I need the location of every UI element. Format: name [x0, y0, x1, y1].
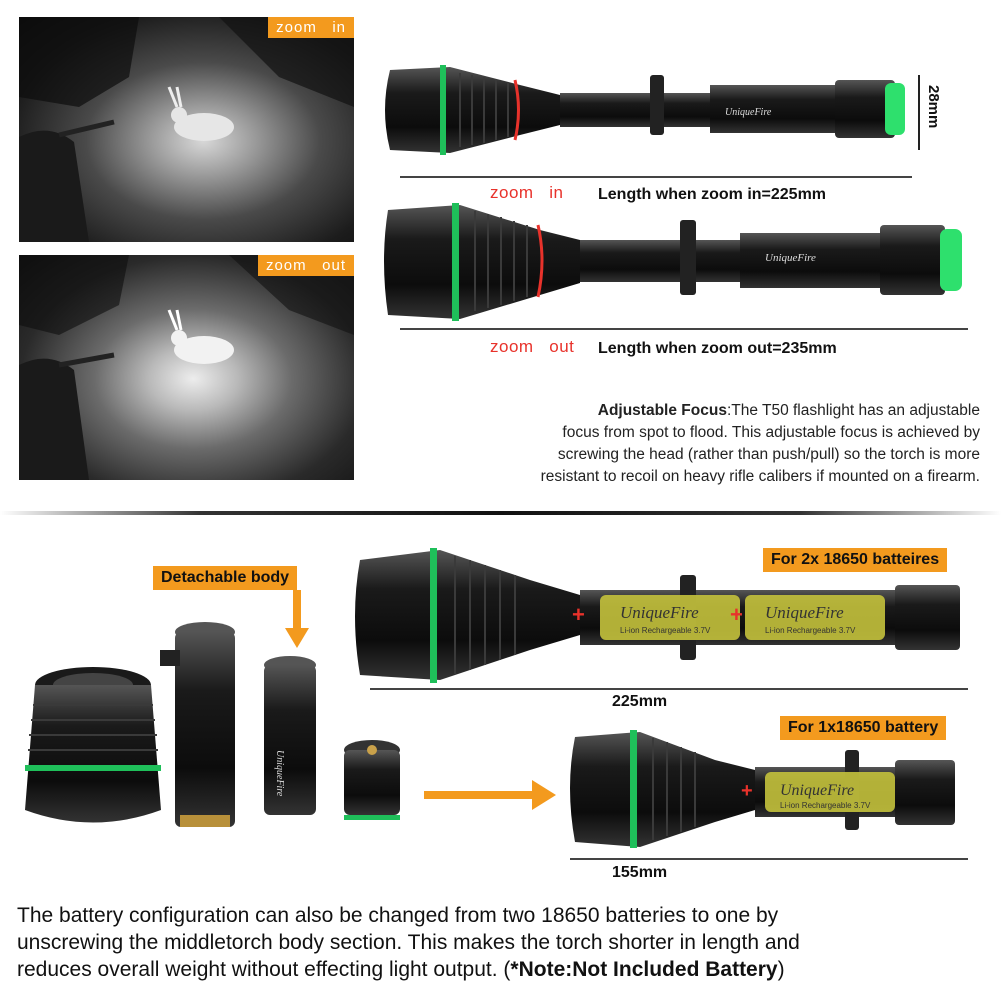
- plus-mark-2: +: [730, 602, 743, 627]
- one-battery-underline: [570, 858, 968, 860]
- one-battery-label: For 1x18650 battery: [780, 716, 946, 740]
- brand-logo-2: UniqueFire: [765, 252, 816, 264]
- diameter-bracket: [918, 75, 920, 150]
- section-divider: [0, 511, 1001, 515]
- focus-line1: :The T50 flashlight has an adjustable: [726, 402, 980, 419]
- brand-logo-1: UniqueFire: [725, 107, 772, 118]
- focus-line2: focus from spot to flood. This adjustable focus is achieved by: [562, 424, 980, 441]
- one-battery-length: 155mm: [612, 864, 668, 881]
- brand-logo-3: UniqueFire: [274, 750, 285, 797]
- plus-mark-3: +: [741, 780, 753, 802]
- flashlight-one-battery: [565, 722, 965, 857]
- config-arrow: [424, 780, 556, 810]
- battery-config-description: [17, 902, 992, 983]
- diameter-label: 28mm: [925, 85, 942, 129]
- battery-sub-1: Li-ion Rechargeable 3.7V: [620, 626, 711, 635]
- detachable-body-label: Detachable body: [153, 566, 297, 590]
- bottom-line3: reduces overall weight without effecting light output. (: [17, 958, 511, 981]
- two-battery-underline: [370, 688, 968, 690]
- two-battery-label: For 2x 18650 batteires: [763, 548, 947, 572]
- bottom-line2: unscrewing the middletorch body section. This makes the torch shorter in length and: [17, 931, 800, 954]
- zoom-out-length: Length when zoom out=235mm: [598, 340, 837, 357]
- flashlight-two-battery: [350, 540, 970, 690]
- bottom-line3-end: ): [777, 958, 785, 981]
- zoom-in-scene: [19, 17, 354, 242]
- zoom-in-length: Length when zoom in=225mm: [598, 186, 827, 203]
- battery-brand-2: UniqueFire: [765, 603, 844, 622]
- two-battery-length: 225mm: [612, 693, 668, 710]
- battery-note: *Note:Not Included Battery: [510, 958, 778, 981]
- zoom-out-tag: zoom out: [258, 255, 354, 276]
- battery-brand-1: UniqueFire: [620, 603, 699, 622]
- zoom-in-tag: zoom in: [268, 17, 354, 38]
- flashlight-zoom-out: [380, 195, 970, 325]
- focus-description: [420, 400, 980, 488]
- zoom-out-red-label: zoom out: [490, 337, 575, 356]
- zoom-out-underline: [400, 328, 968, 330]
- flashlight-zoom-in: [380, 55, 920, 165]
- zoom-in-underline: [400, 176, 912, 178]
- zoom-in-red-label: zoom in: [490, 183, 564, 202]
- focus-line3: screwing the head (rather than push/pull) so the torch is more: [557, 446, 980, 463]
- focus-title: Adjustable Focus: [597, 402, 727, 419]
- zoom-out-scene: [19, 255, 354, 480]
- zoom-in-photo: [19, 17, 354, 242]
- zoom-out-photo: [19, 255, 354, 480]
- battery-sub-3: Li-ion Rechargeable 3.7V: [780, 801, 871, 810]
- bottom-line1: The battery configuration can also be changed from two 18650 batteries to one by: [17, 904, 779, 927]
- focus-line4: resistant to recoil on heavy rifle calibers if mounted on a firearm.: [540, 468, 980, 485]
- plus-mark-1: +: [572, 602, 585, 627]
- battery-sub-2: Li-ion Rechargeable 3.7V: [765, 626, 856, 635]
- battery-brand-3: UniqueFire: [780, 782, 855, 799]
